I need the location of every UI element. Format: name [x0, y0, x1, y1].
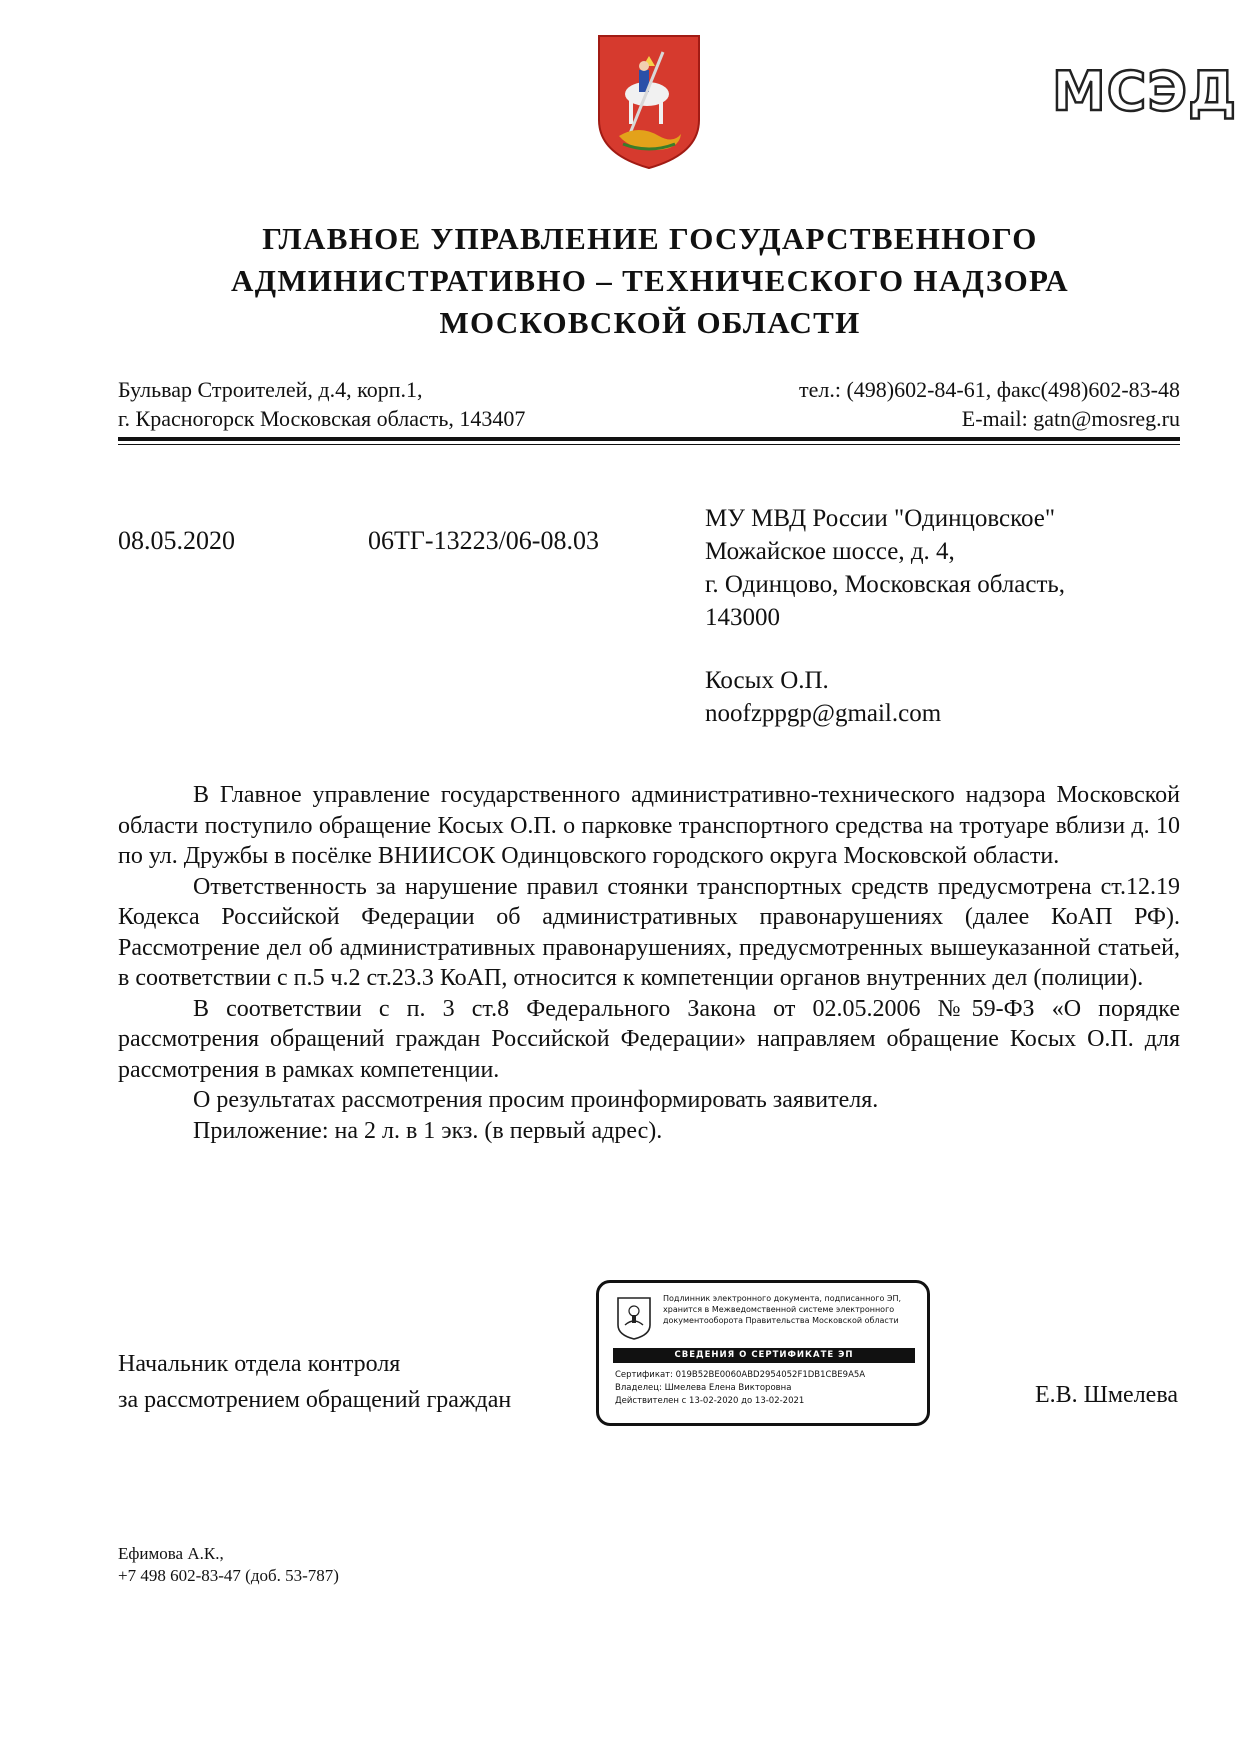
- signer-position: [118, 1346, 511, 1418]
- recipient-line: Можайское шоссе, д. 4,: [705, 538, 955, 565]
- stamp-certificate-number: Сертификат: 019B52BE0060ABD2954052F1DB1CBE9A5A: [615, 1370, 866, 1380]
- address-line: г. Красногорск Московская область, 143407: [118, 406, 526, 431]
- organization-address: [118, 375, 525, 433]
- org-title-line: ГЛАВНОЕ УПРАВЛЕНИЕ ГОСУДАРСТВЕННОГО: [262, 221, 1038, 256]
- coat-of-arms-emblem: [593, 32, 705, 170]
- body-paragraph: О результатах рассмотрения просим проинформировать заявителя.: [193, 1087, 879, 1113]
- org-title-line: АДМИНИСТРАТИВНО – ТЕХНИЧЕСКОГО НАДЗОРА: [231, 263, 1069, 298]
- signer-position-line: Начальник отдела контроля: [118, 1351, 401, 1377]
- header-divider-thick: [118, 437, 1180, 441]
- recipient-block: [705, 502, 1065, 730]
- msed-badge: МСЭД: [1052, 60, 1238, 123]
- body-paragraph: Ответственность за нарушение правил стоянки транспортных средств предусмотрена ст.12.19 Кодекса Российской Федерации об административных правонарушениях (далее КоАП РФ). Рассмотрение дел об административных правонарушениях, предусмотренных вышеуказанной статьей, в соответствии с п.5 ч.2 ст.23.3 КоАП, относится к компетенции органов внутренних дел (полиции).: [118, 873, 1180, 991]
- document-date: 08.05.2020: [118, 526, 235, 555]
- organization-title: [120, 218, 1180, 344]
- phone-fax-line: тел.: (498)602-84-61, факс(498)602-83-48: [798, 377, 1180, 402]
- stamp-certificate-title: СВЕДЕНИЯ О СЕРТИФИКАТЕ ЭП: [613, 1348, 915, 1363]
- executor-info: [118, 1543, 339, 1587]
- organization-contacts: [799, 375, 1180, 433]
- stamp-intro-text: Подлинник электронного документа, подписанного ЭП, хранится в Межведомственной системе электронного документооборота Правительства Московской области: [663, 1294, 902, 1325]
- recipient-line: г. Одинцово, Московская область,: [705, 571, 1066, 598]
- header-divider-thin: [118, 444, 1180, 445]
- executor-phone: +7 498 602-83-47 (доб. 53-787): [118, 1566, 339, 1585]
- address-line: Бульвар Строителей, д.4, корп.1,: [118, 377, 423, 402]
- email-line: E-mail: gatn@mosreg.ru: [961, 406, 1180, 431]
- signer-name: Е.В. Шмелева: [1034, 1382, 1178, 1408]
- stamp-emblem-icon: [615, 1295, 653, 1341]
- copy-recipient-name: Косых О.П.: [705, 667, 829, 694]
- signer-position-line: за рассмотрением обращений граждан: [118, 1387, 512, 1413]
- body-paragraph: В Главное управление государственного административно-технического надзора Московской области поступило обращение Косых О.П. о парковке транспортного средства на тротуаре вблизи д. 10 по ул. Дружбы в посёлке ВНИИСОК Одинцовского городского округа Московской области.: [118, 782, 1180, 869]
- letter-body: [118, 780, 1180, 1146]
- recipient-line: МУ МВД России "Одинцовское": [705, 505, 1056, 532]
- document-number: 06ТГ-13223/06-08.03: [368, 526, 599, 555]
- electronic-signature-stamp: [596, 1280, 930, 1426]
- copy-recipient-email: noofzppgp@gmail.com: [705, 700, 942, 727]
- stamp-certificate-details: [615, 1369, 925, 1408]
- recipient-line: 143000: [705, 604, 780, 631]
- stamp-validity: Действителен с 13-02-2020 до 13-02-2021: [615, 1396, 805, 1406]
- stamp-owner: Владелец: Шмелева Елена Викторовна: [615, 1383, 792, 1393]
- org-title-line: МОСКОВСКОЙ ОБЛАСТИ: [439, 305, 861, 340]
- body-paragraph: Приложение: на 2 л. в 1 экз. (в первый адрес).: [193, 1117, 663, 1144]
- executor-name: Ефимова А.К.,: [118, 1544, 224, 1563]
- body-paragraph: В соответствии с п. 3 ст.8 Федерального Закона от 02.05.2006 №59-ФЗ «О порядке рассмотрения обращений граждан Российской Федерации» направляем обращение Косых О.П. для рассмотрения в рамках компетенции.: [118, 995, 1180, 1083]
